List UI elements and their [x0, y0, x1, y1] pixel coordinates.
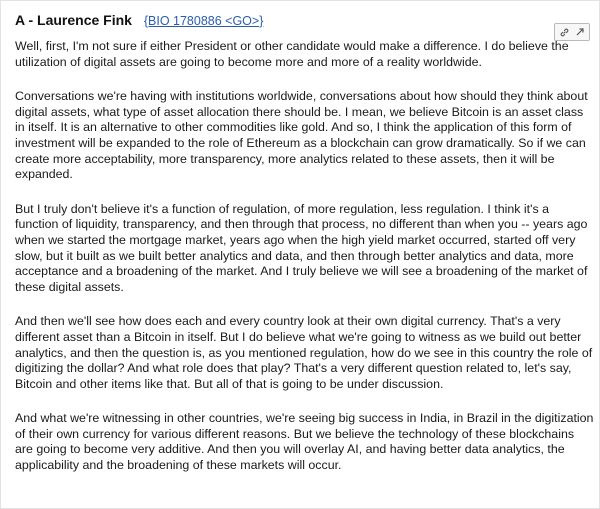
transcript-body	[15, 39, 595, 493]
link-icon	[559, 27, 570, 38]
speaker-header	[15, 11, 263, 30]
paragraph: Well, first, I'm not sure if either President or other candidate would make a difference. I do believe the utilization of digital assets are going to become more and more of a reality worldwide.	[15, 39, 569, 69]
bio-link[interactable]: {BIO 1780886 <GO>}	[143, 14, 264, 28]
paragraph: Conversations we're having with institutions worldwide, conversations about how should they think about digital assets, what type of asset allocation there should be. I mean, we believe Bitcoin is an asset class in itself. It is an alternative to other commodities like gold. And so, I think the application of this form of investment will be expanded to the role of Ethereum as a blockchain can grow dramatically. So if we can create more acceptability, more transparency, more analytics related to these assets, then it will be expanded.	[15, 89, 588, 182]
paragraph: And what we're witnessing in other countries, we're seeing big success in India, in Brazil in the digitization of their own currency for various different reasons. But we believe the technology of these blockchains are going to become very additive. And then you will overlay AI, and having better data analytics, the applicability and the broadening of these markets will occur.	[15, 411, 594, 473]
paragraph: But I truly don't believe it's a function of regulation, of more regulation, less regulation. I think it's a function of liquidity, transparency, and then through that process, no different than when you -- years ago when we started the mortgage market, years ago when the high yield market occurred, started off very slow, but it built as we built better analytics and data, and then through better analytics and data, more acceptance and a broadening of the market. And I truly believe we will see a broadening of the market of these digital assets.	[15, 201, 588, 294]
expand-icon	[575, 27, 585, 37]
paragraph: And then we'll see how does each and every country look at their own digital currency. That's a very different asset than a Bitcoin in itself. But I do believe what we're going to witness as we build out better analytics, and then the question is, as you mentioned regulation, how do we see in this country the role of digitizing the dollar? And what role does that play? That's a very different question related to, let's say, Bitcoin and other items like that. But all of that is going to be under discussion.	[15, 314, 593, 391]
speaker-name: A - Laurence Fink	[15, 12, 132, 28]
